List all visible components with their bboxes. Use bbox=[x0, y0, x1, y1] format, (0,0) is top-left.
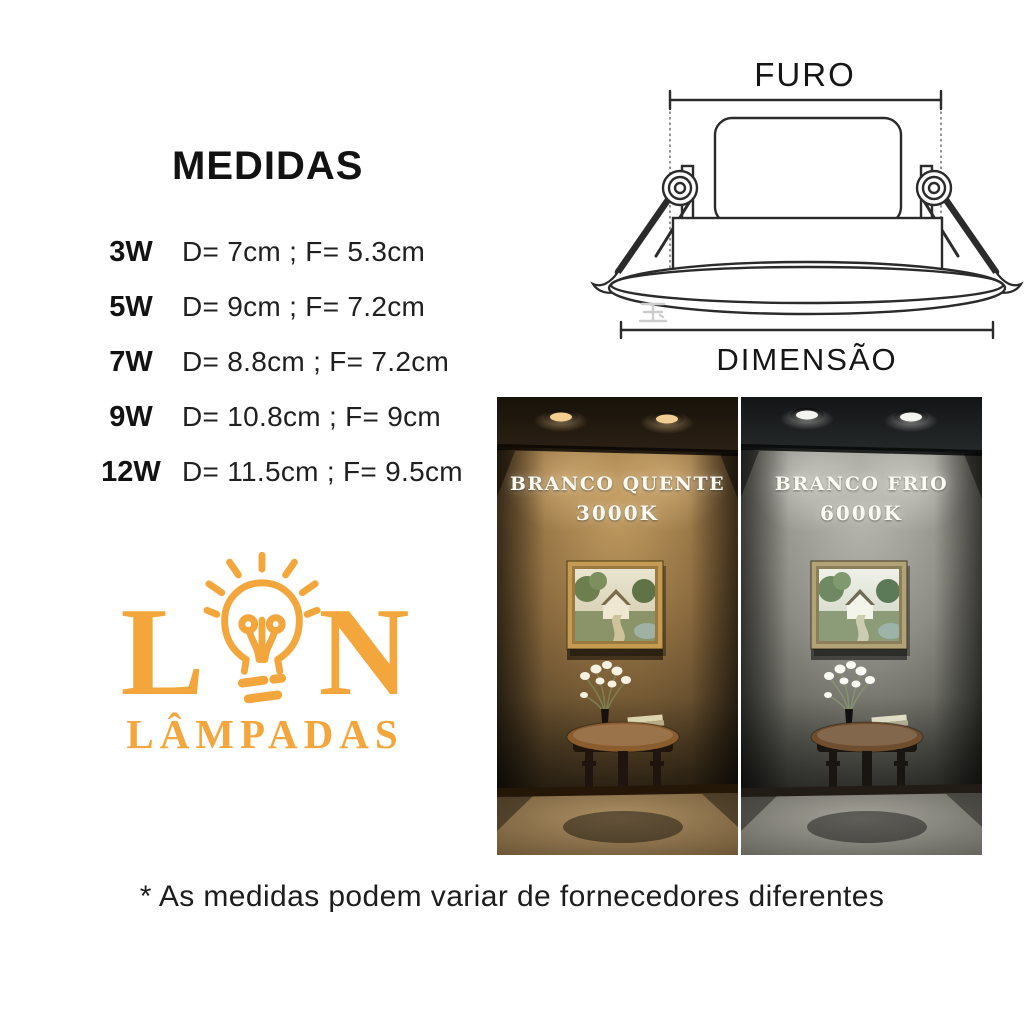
fixture-cap bbox=[715, 118, 901, 224]
medidas-list bbox=[94, 236, 494, 511]
photo-warm-panel bbox=[497, 397, 738, 855]
watt-label: 5W bbox=[109, 291, 153, 323]
logo-letter-n: N bbox=[318, 582, 410, 722]
dimensao-line bbox=[621, 322, 993, 338]
label-temp: 6000K bbox=[819, 501, 904, 525]
logo-letter-l: L bbox=[120, 582, 205, 722]
floor bbox=[497, 784, 738, 855]
label-temp: 3000K bbox=[575, 501, 660, 525]
medidas-row bbox=[94, 456, 494, 511]
photo-cool-panel bbox=[741, 397, 982, 855]
medidas-title: MEDIDAS bbox=[172, 144, 364, 188]
medidas-row bbox=[94, 236, 494, 291]
room-scene-warm bbox=[497, 397, 738, 855]
furo-label: FURO bbox=[754, 56, 856, 93]
framed-painting bbox=[811, 561, 910, 660]
watt-label: 7W bbox=[109, 346, 153, 378]
trim-ring bbox=[609, 262, 1005, 314]
table-shadow bbox=[807, 811, 927, 843]
dimension-text: D= 8.8cm ; F= 7.2cm bbox=[182, 346, 450, 377]
dimension-text: D= 7cm ; F= 5.3cm bbox=[182, 236, 426, 267]
logo-subtitle: LÂMPADAS bbox=[126, 711, 404, 757]
brand-logo bbox=[90, 548, 440, 758]
watt-label: 12W bbox=[101, 456, 161, 488]
floor bbox=[741, 784, 982, 855]
dimension-text: D= 10.8cm ; F= 9cm bbox=[182, 401, 442, 432]
watt-label: 3W bbox=[109, 236, 153, 268]
furo-dimension-line bbox=[670, 91, 941, 109]
disclaimer-note: * As medidas podem variar de fornecedores diferentes bbox=[139, 880, 885, 913]
lightbulb-icon bbox=[203, 548, 321, 716]
room-scene-cool bbox=[741, 397, 982, 855]
photo-label-warm bbox=[497, 473, 738, 525]
logo-word bbox=[90, 548, 440, 722]
dimensao-label: DIMENSÃO bbox=[716, 342, 898, 377]
dimension-text: D= 11.5cm ; F= 9.5cm bbox=[182, 456, 463, 487]
label-title: BRANCO FRIO bbox=[774, 473, 949, 495]
table-shadow bbox=[563, 811, 683, 843]
framed-painting bbox=[567, 561, 666, 660]
medidas-row bbox=[94, 346, 494, 401]
recessed-light-diagram bbox=[568, 46, 1024, 382]
watt-label: 9W bbox=[109, 401, 153, 433]
medidas-row bbox=[94, 401, 494, 456]
dimension-text: D= 9cm ; F= 7.2cm bbox=[182, 291, 426, 322]
photo-label-cool bbox=[741, 473, 982, 525]
recessed-light-diagram-svg bbox=[568, 46, 1024, 382]
label-title: BRANCO QUENTE bbox=[509, 473, 726, 495]
lighting-comparison bbox=[497, 397, 982, 855]
medidas-row bbox=[94, 291, 494, 346]
